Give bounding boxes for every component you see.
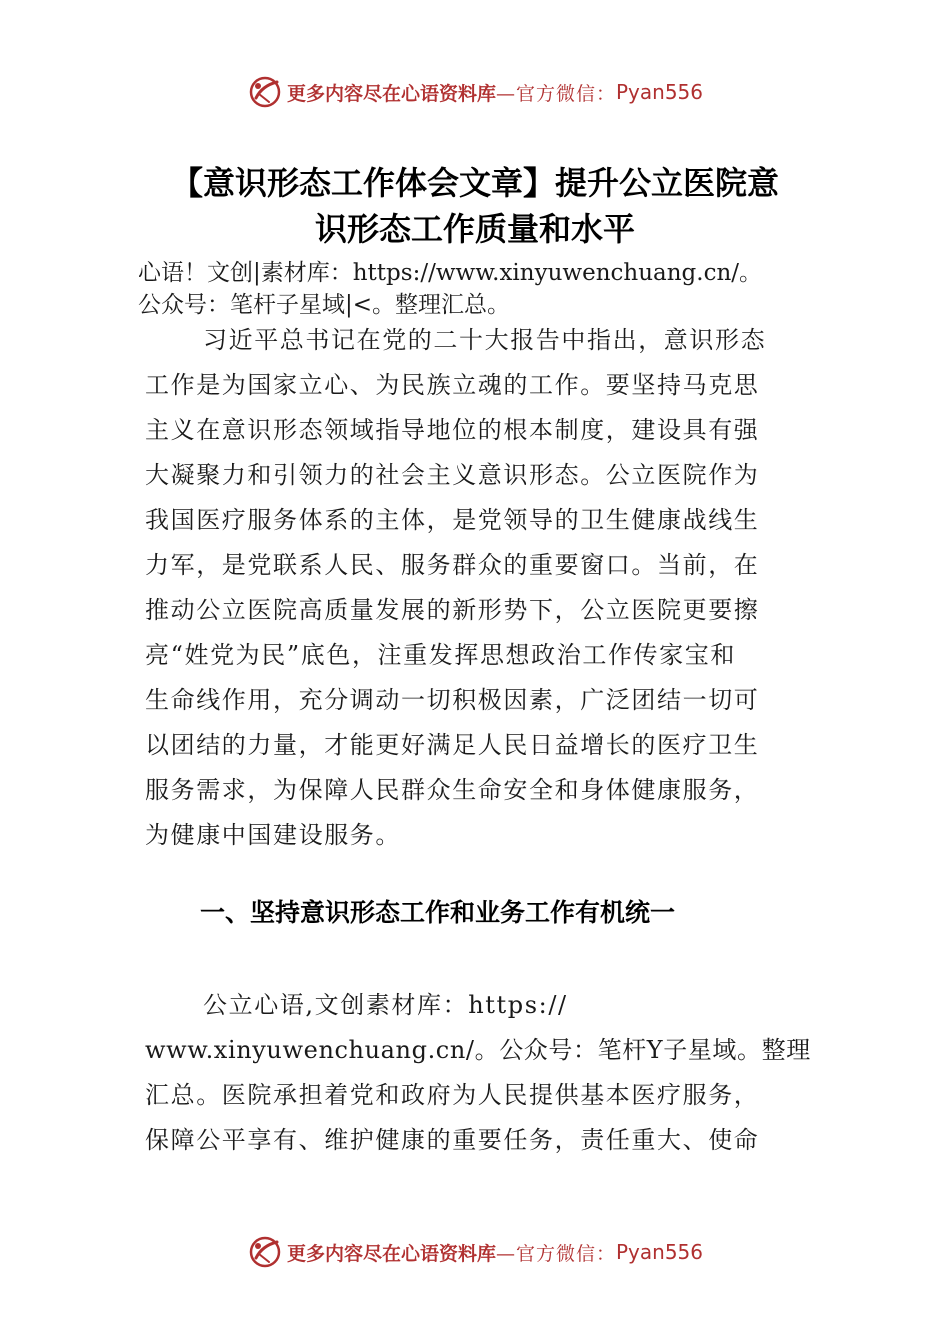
- paragraph-2-line: 公立心语,文创素材库：https://: [203, 991, 568, 1019]
- banner-prefix: 更多内容尽在心语资料库: [286, 1242, 496, 1265]
- paragraph-1-line: 力军，是党联系人民、服务群众的重要窗口。当前，在: [145, 551, 760, 579]
- footer-banner: [0, 1230, 950, 1274]
- paragraph-2-line: 汇总。医院承担着党和政府为人民提供基本医疗服务，: [145, 1081, 760, 1109]
- logo-icon: [247, 1234, 283, 1270]
- paragraph-1-line: 亮“姓党为民”底色，注重发挥思想政治工作传家宝和: [145, 641, 736, 669]
- title-line-1: 【意识形态工作体会文章】提升公立医院意: [170, 164, 779, 202]
- source-line-2: 公众号：笔杆子星域|<。整理汇总。: [138, 292, 511, 318]
- paragraph-1-line: 我国医疗服务体系的主体，是党领导的卫生健康战线生: [145, 506, 760, 534]
- source-line-1: 心语！文创|素材库：https://www.xinyuwenchuang.cn/。: [138, 260, 763, 286]
- header-banner: [0, 70, 950, 114]
- paragraph-2-line: 保障公平享有、维护健康的重要任务，责任重大、使命: [145, 1126, 760, 1154]
- paragraph-1-line: 为健康中国建设服务。: [145, 821, 401, 849]
- logo-icon: [247, 74, 283, 110]
- banner-prefix: 更多内容尽在心语资料库: [286, 82, 496, 105]
- banner-wechat-id: Pyan556: [616, 1240, 704, 1264]
- paragraph-1-line: 服务需求，为保障人民群众生命安全和身体健康服务，: [145, 776, 760, 804]
- paragraph-1-line: 工作是为国家立心、为民族立魂的工作。要坚持马克思: [145, 371, 760, 399]
- paragraph-1-line: 大凝聚力和引领力的社会主义意识形态。公立医院作为: [145, 461, 760, 489]
- banner-suffix: —官方微信：: [495, 1242, 616, 1265]
- paragraph-2-line: www.xinyuwenchuang.cn/。公众号：笔杆Y子星域。整理: [145, 1036, 811, 1064]
- paragraph-1-line: 推动公立医院高质量发展的新形势下，公立医院更要擦: [145, 596, 760, 624]
- banner-suffix: —官方微信：: [495, 82, 616, 105]
- section-1-heading: 一、坚持意识形态工作和业务工作有机统一: [200, 898, 676, 927]
- document-title: [120, 160, 830, 252]
- paragraph-1-line: 生命线作用，充分调动一切积极因素，广泛团结一切可: [145, 686, 760, 714]
- paragraph-1-line: 以团结的力量，才能更好满足人民日益增长的医疗卫生: [145, 731, 760, 759]
- paragraph-1-line: 习近平总书记在党的二十大报告中指出，意识形态: [203, 326, 767, 354]
- banner-wechat-id: Pyan556: [616, 80, 704, 104]
- title-line-2: 识形态工作质量和水平: [314, 210, 635, 248]
- paragraph-1-line: 主义在意识形态领域指导地位的根本制度，建设具有强: [145, 416, 760, 444]
